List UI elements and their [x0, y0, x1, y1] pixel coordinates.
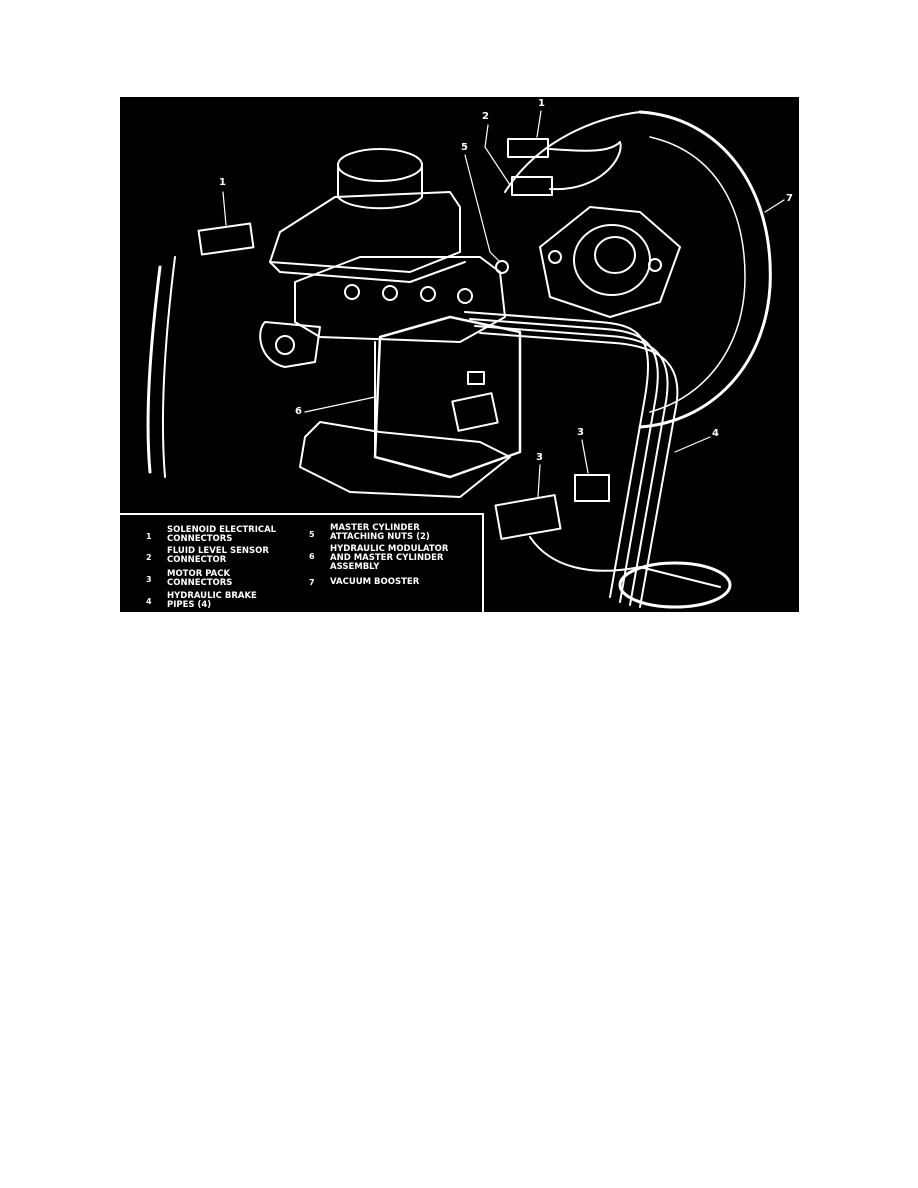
booster-hub-inner [595, 237, 635, 273]
leader-1-top [537, 111, 541, 137]
fluid-level-sensor-connector [512, 177, 552, 195]
port-2 [383, 286, 397, 300]
legend-num-5: 5 [309, 530, 315, 539]
top-harness [550, 142, 621, 189]
solenoid-connector-left [199, 223, 254, 254]
legend-box [120, 513, 484, 612]
left-harness-2 [163, 257, 175, 477]
callout-5: 5 [461, 142, 468, 153]
motor-harness [530, 537, 720, 587]
port-4 [458, 289, 472, 303]
reservoir-body [270, 192, 460, 272]
solenoid-connector-top [508, 139, 548, 157]
reservoir-cap-body [338, 165, 422, 208]
legend-num-7: 7 [309, 578, 315, 587]
vacuum-booster-rim [650, 137, 745, 412]
motor-pack-connector-right [575, 475, 609, 501]
legend-num-1: 1 [146, 532, 152, 541]
leader-4 [675, 437, 710, 452]
legend-num-6: 6 [309, 552, 315, 561]
port-1 [345, 285, 359, 299]
port-3 [421, 287, 435, 301]
booster-stud-left [549, 251, 561, 263]
legend-text-2: FLUID LEVEL SENSOR CONNECTOR [167, 546, 269, 565]
legend-text-1: SOLENOID ELECTRICAL CONNECTORS [167, 525, 277, 544]
abs-component-illustration [120, 97, 799, 612]
callout-1-left: 1 [219, 177, 226, 188]
legend-num-2: 2 [146, 553, 152, 562]
brake-pipe-3 [475, 326, 668, 605]
modulator-latch [468, 372, 484, 384]
brake-pipe-1 [465, 312, 648, 597]
master-cylinder-flange [260, 322, 320, 367]
motor-pack-connector-left [496, 495, 561, 539]
callout-3-right: 3 [577, 427, 584, 438]
legend-num-3: 3 [146, 575, 152, 584]
booster-stud-right [649, 259, 661, 271]
callout-7: 7 [786, 193, 793, 204]
leader-1-left [223, 192, 226, 225]
callout-4: 4 [712, 428, 719, 439]
legend-text-6: HYDRAULIC MODULATOR AND MASTER CYLINDER ASSEMBLY [330, 544, 449, 572]
motor-pack-connector-block [452, 393, 497, 431]
attaching-nut [496, 261, 508, 273]
legend-text-7: VACUUM BOOSTER [330, 577, 420, 587]
leader-7 [765, 200, 784, 212]
modulator-base [300, 422, 510, 497]
legend-text-3: MOTOR PACK CONNECTORS [167, 569, 233, 588]
legend-text-4: HYDRAULIC BRAKE PIPES (4) [167, 591, 257, 610]
leader-5 [465, 155, 500, 262]
reservoir-cap-top [338, 149, 422, 181]
callout-3-left: 3 [536, 452, 543, 463]
leader-3-left [538, 465, 540, 497]
callout-1-top: 1 [538, 98, 545, 109]
leader-6 [305, 397, 375, 412]
master-cylinder-mount-hole [276, 336, 294, 354]
legend-text-5: MASTER CYLINDER ATTACHING NUTS (2) [330, 523, 430, 542]
legend-num-4: 4 [146, 597, 152, 606]
left-harness [148, 267, 160, 472]
master-cylinder-body [295, 257, 505, 342]
leader-3-right [582, 440, 588, 473]
callout-2: 2 [482, 111, 489, 122]
callout-6: 6 [295, 406, 302, 417]
leader-2 [485, 125, 510, 185]
booster-hub-outer [574, 225, 650, 295]
